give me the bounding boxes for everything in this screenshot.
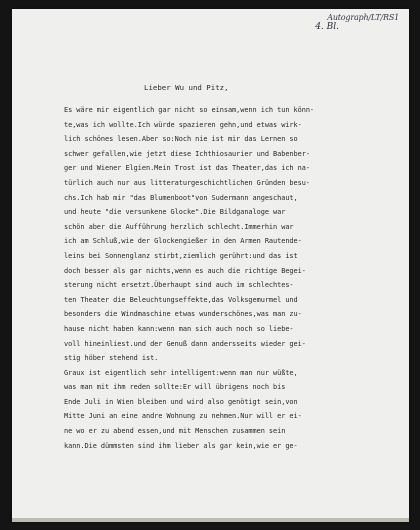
letter-body: [64, 103, 416, 453]
letter-page: [12, 9, 409, 522]
text-line: besonders die Windmaschine etwas wunderschönes,was man zu-: [64, 310, 302, 319]
text-line: stig höber stehend ist.: [64, 354, 159, 363]
text-line: was man mit ihm reden sollte:Er will übrigens noch bis: [64, 383, 286, 392]
text-line: ten Theater die Beleuchtungseffekte,das Volksgemurmel und: [64, 295, 298, 304]
text-line: leins bei Sonnenglanz stirbt,ziemlich gerührt:und das ist: [64, 251, 298, 260]
text-line: Graux ist eigentlich sehr intelligent:wenn man nur wüßte,: [64, 368, 298, 377]
text-line: türlich auch nur aus litteraturgeschichtlichen Gründen besu-: [64, 178, 310, 187]
text-line: sterung nicht ersetzt.Überhaupt sind auch im schlechtes-: [64, 281, 294, 290]
letter-salutation: Lieber Wu und Pitz,: [144, 83, 229, 92]
text-line: ne wo er zu abend essen,und mit Menschen zusammen sein: [64, 427, 286, 436]
text-line: Mitte Juni an eine andre Wohnung zu nehmen.Nur will er ei-: [64, 412, 302, 421]
text-line: und heute "die versunkene Glocke".Die Bildganaloge war: [64, 208, 286, 217]
text-line: schwer gefallen,wie jetzt diese Ichthiosaurier und Babenber-: [64, 149, 310, 158]
page-bottom-edge: [12, 518, 409, 522]
text-line: schön aber die Aufführung herzlich schlecht.Immerhin war: [64, 222, 294, 231]
page-number: 4. Bl.: [315, 22, 339, 32]
archive-signature-note: Autograph/LT/RS1: [327, 13, 399, 22]
text-line: hause nicht haben kann:wenn man sich auch noch so liebe-: [64, 324, 294, 333]
text-line: chs.Ich hab mir "das Blumenboot"von Sudermann angeschaut,: [64, 193, 298, 202]
text-line: lich schönes lesen.Aber so:Noch nie ist mir das Lernen so: [64, 135, 298, 144]
text-line: Ende Juli in Wien bleiben und wird also genötigt sein,von: [64, 397, 298, 406]
text-line: Es wäre mir eigentlich gar nicht so einsam,wenn ich tun könn-: [64, 106, 315, 114]
text-line: kann.Die dümmsten sind ihm lieber als gar kein,wie er ge-: [64, 441, 298, 450]
text-line: te,was ich wollte.Ich würde spazieren gehn,und etwas wirk-: [64, 120, 302, 129]
text-line: doch besser als gar nichts,wenn es auch die richtige Begei-: [64, 266, 306, 275]
text-line: ger und Wiener Elgien.Mein Trost ist das Theater,das ich na-: [64, 164, 310, 173]
text-line: voll hineinliest.und der Genuß dann andersseits wieder gei-: [64, 339, 306, 348]
text-line: ich am Schluß,wie der Glockengießer in den Armen Rautende-: [64, 237, 302, 246]
